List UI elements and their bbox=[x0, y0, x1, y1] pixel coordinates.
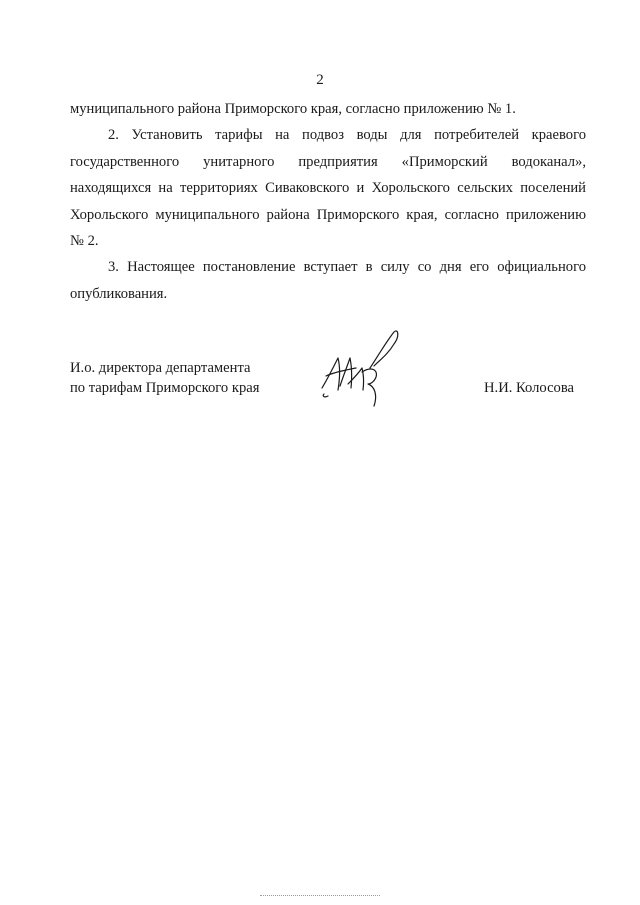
paragraph-continuation bbox=[70, 96, 586, 123]
page-number: 2 bbox=[316, 72, 324, 88]
paragraph-line: опубликования. bbox=[70, 285, 168, 302]
paragraph-item-3 bbox=[70, 254, 586, 307]
signer-name: Н.И. Колосова bbox=[484, 380, 575, 396]
paragraph-line: 3. Настоящее постановление вступает в силу со дня его официального bbox=[108, 259, 586, 275]
signer-position bbox=[70, 358, 259, 398]
footer-divider bbox=[260, 895, 380, 897]
paragraph-item-2 bbox=[70, 122, 586, 255]
paragraph-line: Хорольского муниципального района Приморского края, согласно приложению bbox=[70, 206, 586, 223]
paragraph-line: муниципального района Приморского края, согласно приложению № 1. bbox=[70, 101, 516, 117]
paragraph-line: 2. Установить тарифы на подвоз воды для потребителей краевого bbox=[108, 127, 586, 143]
paragraph-line: находящихся на территориях Сиваковского и Хорольского сельских поселений bbox=[70, 180, 586, 196]
paragraph-line: № 2. bbox=[70, 233, 99, 249]
paragraph-line: государственного унитарного предприятия «Приморский водоканал», bbox=[70, 153, 586, 170]
handwritten-signature-icon bbox=[318, 328, 408, 408]
signer-position-line: по тарифам Приморского края bbox=[70, 380, 260, 396]
signer-position-line: И.о. директора департамента bbox=[70, 360, 251, 376]
